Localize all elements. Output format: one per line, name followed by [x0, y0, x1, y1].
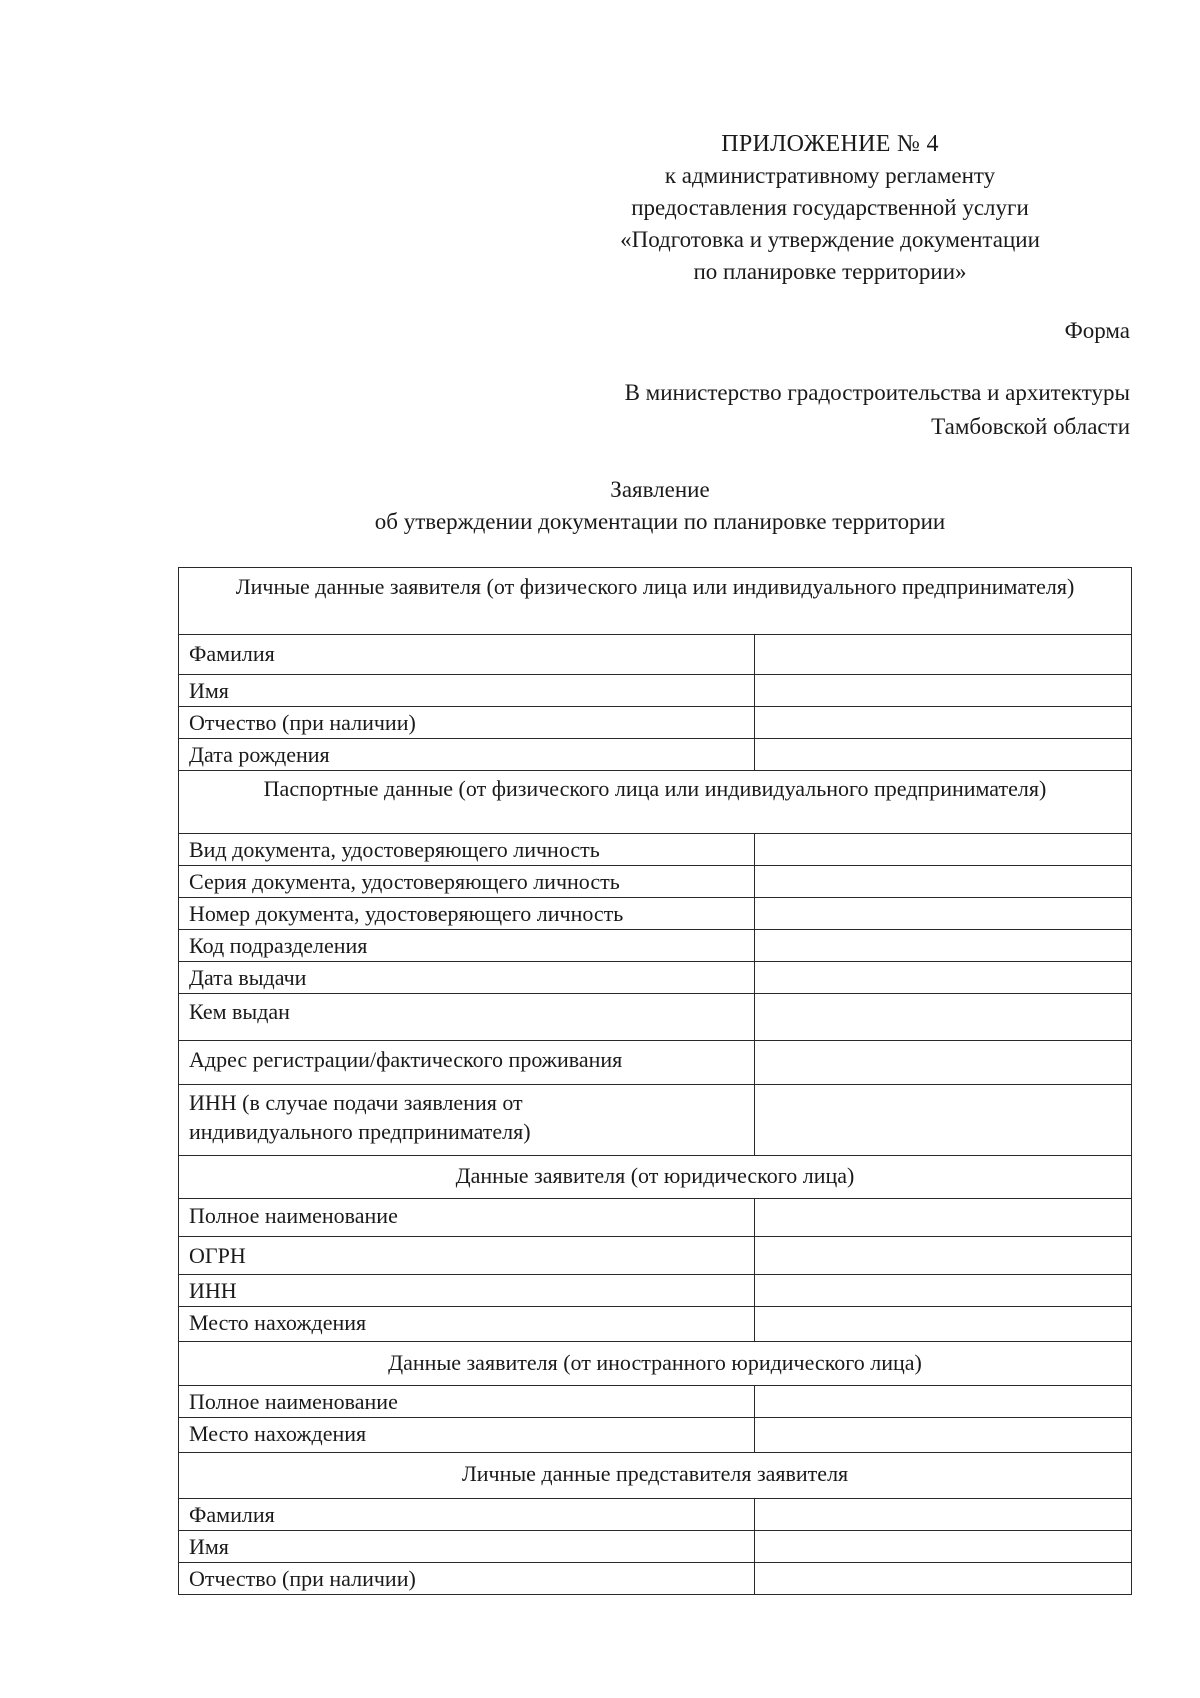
table-row	[179, 1041, 1132, 1085]
field-value[interactable]	[755, 1563, 1132, 1595]
field-value[interactable]	[755, 898, 1132, 930]
table-row	[179, 1307, 1132, 1342]
field-value[interactable]	[755, 1499, 1132, 1531]
field-label: Место нахождения	[179, 1418, 755, 1453]
field-value[interactable]	[755, 866, 1132, 898]
field-value[interactable]	[755, 635, 1132, 675]
field-value[interactable]	[755, 1418, 1132, 1453]
document-subtitle: об утверждении документации по планировке территории	[374, 509, 946, 534]
section-title: Данные заявителя (от юридического лица)	[179, 1156, 1132, 1199]
field-label: Номер документа, удостоверяющего личность	[179, 898, 755, 930]
section-title: Личные данные заявителя (от физического лица или индивидуального предпринимателя)	[179, 568, 1132, 635]
table-row	[179, 635, 1132, 675]
table-row	[179, 1199, 1132, 1237]
field-label: Отчество (при наличии)	[179, 1563, 755, 1595]
section-legal-entity	[179, 1156, 1132, 1199]
field-label: Кем выдан	[179, 994, 755, 1041]
field-label: Адрес регистрации/фактического проживания	[179, 1041, 755, 1085]
field-value[interactable]	[755, 1085, 1132, 1156]
field-label: ОГРН	[179, 1237, 755, 1275]
field-value[interactable]	[755, 707, 1132, 739]
table-row	[179, 1275, 1132, 1307]
section-individual	[179, 568, 1132, 635]
field-label: Имя	[179, 1531, 755, 1563]
section-title: Личные данные представителя заявителя	[179, 1453, 1132, 1499]
table-row	[179, 930, 1132, 962]
table-row	[179, 1386, 1132, 1418]
appendix-line: по планировке территории»	[693, 259, 967, 284]
field-label: Код подразделения	[179, 930, 755, 962]
appendix-line: «Подготовка и утверждение документации	[620, 227, 1040, 252]
field-label: ИНН	[179, 1275, 755, 1307]
document-title-block	[300, 474, 1020, 538]
table-row	[179, 962, 1132, 994]
table-row	[179, 834, 1132, 866]
addressee-block	[430, 376, 1130, 444]
field-label: Фамилия	[179, 635, 755, 675]
form-label: Форма	[1064, 318, 1130, 343]
field-value[interactable]	[755, 1199, 1132, 1237]
application-form-table	[178, 567, 1132, 1595]
table-row	[179, 707, 1132, 739]
section-representative	[179, 1453, 1132, 1499]
field-value[interactable]	[755, 930, 1132, 962]
section-title: Данные заявителя (от иностранного юридического лица)	[179, 1342, 1132, 1386]
field-value[interactable]	[755, 1237, 1132, 1275]
field-label: Имя	[179, 675, 755, 707]
table-row	[179, 1531, 1132, 1563]
field-label: Полное наименование	[179, 1386, 755, 1418]
field-value[interactable]	[755, 739, 1132, 771]
field-value[interactable]	[755, 1275, 1132, 1307]
addressee-line: Тамбовской области	[931, 414, 1130, 439]
table-row	[179, 1237, 1132, 1275]
appendix-title: ПРИЛОЖЕНИЕ № 4	[721, 131, 939, 157]
field-value[interactable]	[755, 1531, 1132, 1563]
field-label: Полное наименование	[179, 1199, 755, 1237]
field-value[interactable]	[755, 962, 1132, 994]
addressee-line: В министерство градостроительства и архитектуры	[624, 380, 1130, 405]
field-label: Отчество (при наличии)	[179, 707, 755, 739]
table-row	[179, 898, 1132, 930]
field-value[interactable]	[755, 1041, 1132, 1085]
table-row	[179, 1418, 1132, 1453]
field-value[interactable]	[755, 1386, 1132, 1418]
document-title: Заявление	[610, 477, 710, 502]
table-row	[179, 739, 1132, 771]
section-passport	[179, 771, 1132, 834]
field-label-line: ИНН (в случае подачи заявления от	[189, 1090, 523, 1115]
section-foreign-entity	[179, 1342, 1132, 1386]
section-title: Паспортные данные (от физического лица или индивидуального предпринимателя)	[179, 771, 1132, 834]
field-label: Дата рождения	[179, 739, 755, 771]
table-row	[179, 1085, 1132, 1156]
field-value[interactable]	[755, 1307, 1132, 1342]
table-row	[179, 866, 1132, 898]
field-value[interactable]	[755, 994, 1132, 1041]
appendix-block	[520, 128, 1140, 288]
field-label: Вид документа, удостоверяющего личность	[179, 834, 755, 866]
table-row	[179, 994, 1132, 1041]
field-label: Серия документа, удостоверяющего личность	[179, 866, 755, 898]
field-value[interactable]	[755, 834, 1132, 866]
field-value[interactable]	[755, 675, 1132, 707]
field-label: Место нахождения	[179, 1307, 755, 1342]
appendix-line: к административному регламенту	[664, 163, 996, 188]
table-row	[179, 1563, 1132, 1595]
appendix-line: предоставления государственной услуги	[631, 195, 1029, 220]
field-label: Дата выдачи	[179, 962, 755, 994]
field-label-line: индивидуального предпринимателя)	[189, 1119, 531, 1144]
field-label: Фамилия	[179, 1499, 755, 1531]
table-row	[179, 675, 1132, 707]
table-row	[179, 1499, 1132, 1531]
field-label	[179, 1085, 755, 1156]
